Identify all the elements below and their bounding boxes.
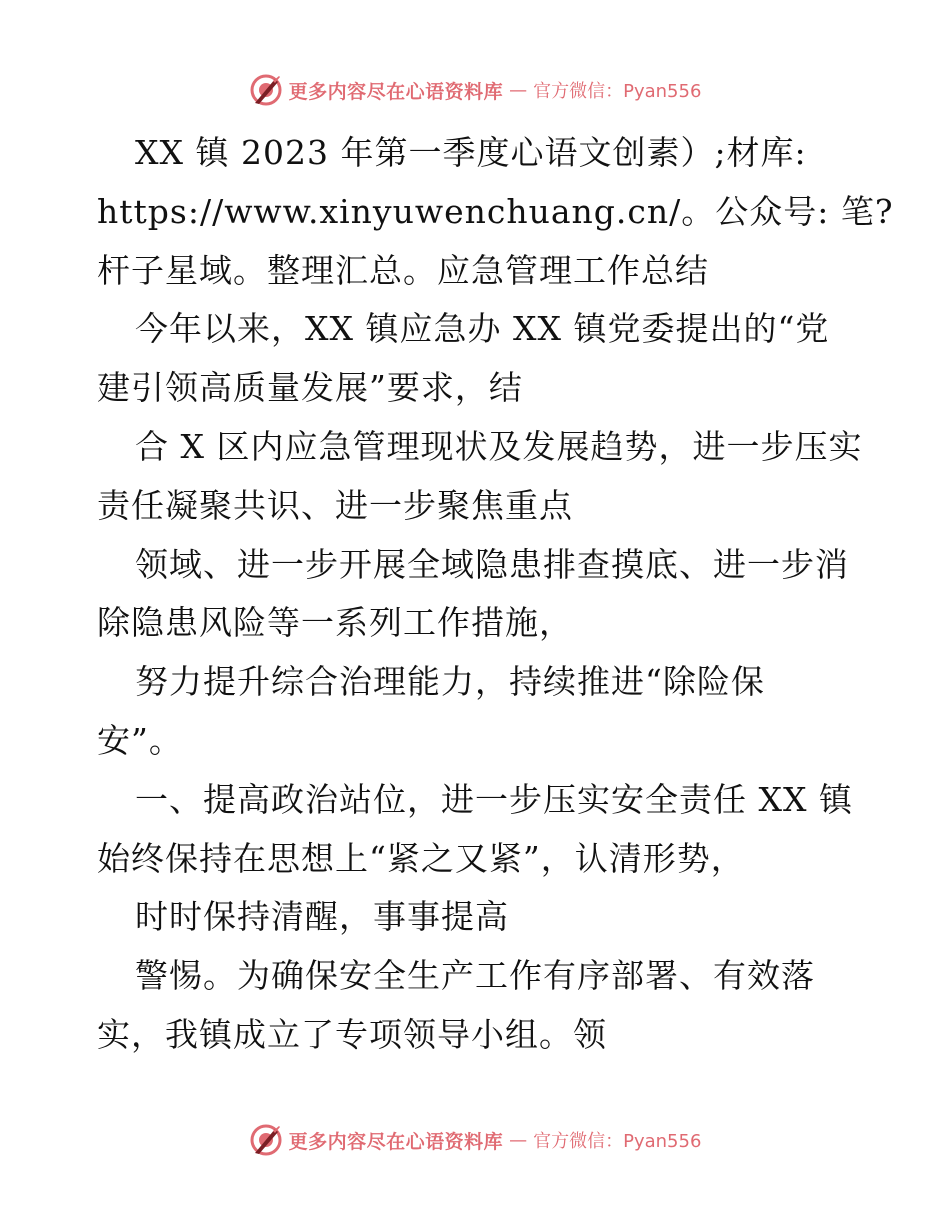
banner-wechat-text: 官方微信：Pyan556	[533, 1131, 702, 1152]
text-line: 安”。	[97, 720, 183, 760]
text-line: 除隐患风险等一系列工作措施，	[97, 603, 573, 643]
text-line: 建引领高质量发展”要求，结	[97, 368, 523, 408]
banner-brand-text: 更多内容尽在心语资料库	[288, 1130, 504, 1153]
text-line: 今年以来，XX 镇应急办 XX 镇党委提出的“党	[135, 309, 830, 349]
text-line: XX 镇 2023 年第一季度心语文创素）;材库:	[135, 133, 807, 172]
text-line: 警惕。为确保安全生产工作有序部署、有效落	[135, 956, 815, 996]
text-line: 一、提高政治站位，进一步压实安全责任 XX 镇	[135, 779, 853, 819]
banner-dash: —	[509, 1129, 528, 1151]
footer-watermark-banner	[0, 1120, 950, 1160]
header-watermark-banner	[0, 70, 950, 110]
banner-brand-text: 更多内容尽在心语资料库	[288, 80, 504, 103]
text-line: https://www.xinyuwenchuang.cn/。公众号: 笔?	[97, 191, 894, 231]
text-line: 始终保持在思想上“紧之又紧”，认清形势，	[97, 838, 745, 878]
text-line: 合 X 区内应急管理现状及发展趋势，进一步压实	[135, 426, 863, 466]
banner-dash: —	[509, 79, 528, 101]
document-body	[97, 124, 894, 1065]
text-line: 领域、进一步开展全域隐患排查摸底、进一步消	[135, 544, 849, 584]
text-line: 实，我镇成立了专项领导小组。领	[97, 1014, 607, 1054]
quill-logo-icon	[249, 1123, 283, 1157]
text-line: 杆子星域。整理汇总。应急管理工作总结	[97, 250, 709, 290]
text-line: 努力提升综合治理能力，持续推进“除险保	[135, 662, 765, 702]
banner-wechat-text: 官方微信：Pyan556	[533, 81, 702, 102]
text-line: 责任凝聚共识、进一步聚焦重点	[97, 485, 573, 525]
quill-logo-icon	[249, 73, 283, 107]
text-line: 时时保持清醒，事事提高	[135, 897, 509, 937]
